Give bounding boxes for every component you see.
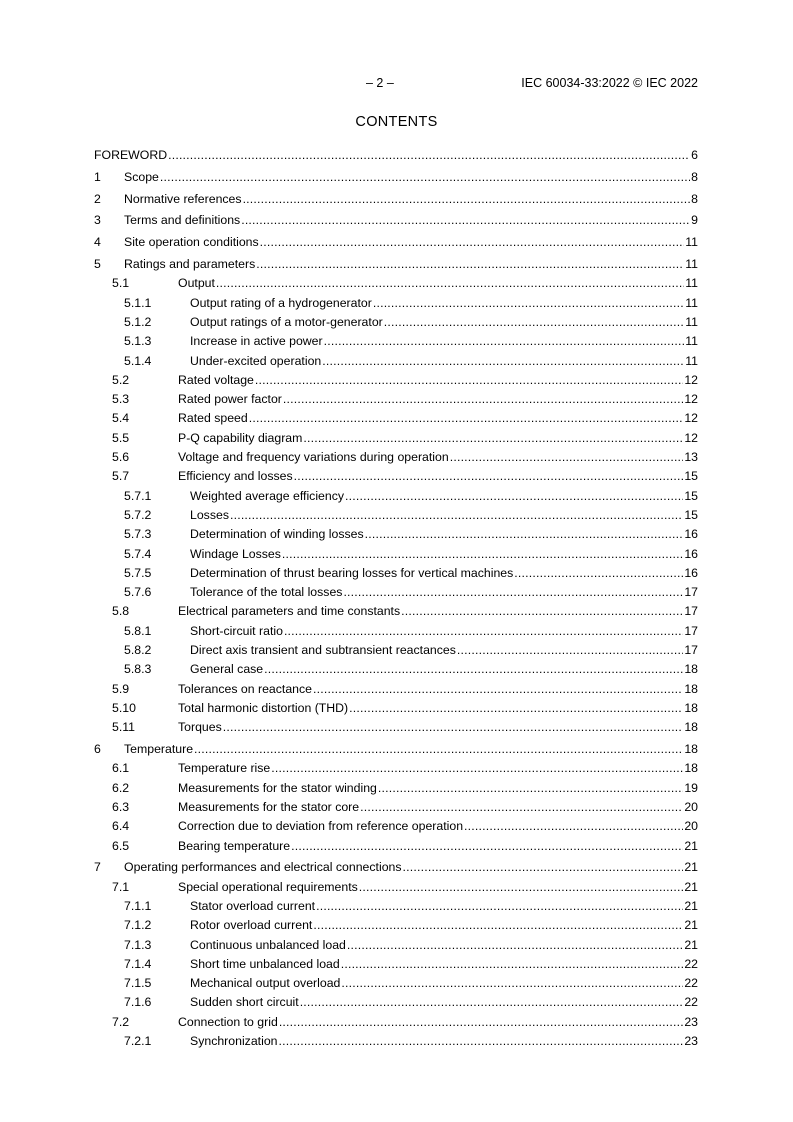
toc-entry-page-number: 11 <box>685 295 698 310</box>
toc-entry[interactable] <box>94 485 698 503</box>
toc-entry-number: 5.1.4 <box>124 353 152 368</box>
dot-leader <box>294 469 684 483</box>
toc-entry-page-number: 16 <box>684 527 698 542</box>
toc-entry-title: Losses <box>190 507 229 522</box>
toc-entry-title: Measurements for the stator winding <box>178 780 377 795</box>
toc-entry-number: 5.1.3 <box>124 334 152 349</box>
toc-entry-number: 7 <box>94 860 101 875</box>
toc-entry-title: Increase in active power <box>190 334 323 349</box>
toc-entry-page-number: 21 <box>684 838 698 853</box>
dot-leader <box>341 957 684 971</box>
toc-entry-page-number: 15 <box>684 507 698 522</box>
toc-entry[interactable] <box>94 895 698 913</box>
toc-entry-number: 5.8.1 <box>124 623 152 638</box>
toc-entry-number: 6.3 <box>112 799 130 814</box>
dot-leader <box>450 450 684 464</box>
toc-entry-page-number: 11 <box>685 276 698 291</box>
toc-entry-page-number: 8 <box>691 191 698 206</box>
toc-entry-title: Correction due to deviation from reference operation <box>178 819 464 834</box>
toc-entry-number: 7.1.4 <box>124 956 152 971</box>
dot-leader <box>384 315 684 329</box>
toc-entry[interactable] <box>94 991 698 1009</box>
toc-entry-number: 5.11 <box>112 720 136 735</box>
toc-entry-title: Synchronization <box>190 1034 278 1048</box>
toc-entry-number: 6.1 <box>112 761 130 776</box>
toc-entry-title: Determination of winding losses <box>190 527 364 542</box>
toc-entry-title: Short time unbalanced load <box>190 956 340 971</box>
toc-entry-page-number: 12 <box>684 372 698 387</box>
toc-entry[interactable] <box>94 446 698 464</box>
dot-leader <box>216 276 684 290</box>
dot-leader <box>349 701 683 715</box>
toc-entry[interactable] <box>94 757 698 775</box>
toc-entry-number: 5.7.3 <box>124 527 152 542</box>
toc-entry-number: 3 <box>94 213 101 228</box>
toc-entry-page-number: 17 <box>684 643 698 657</box>
toc-entry-page-number: 12 <box>684 411 698 426</box>
toc-entry[interactable] <box>94 1011 698 1029</box>
dot-leader <box>313 918 683 932</box>
toc-entry-page-number: 9 <box>691 213 698 228</box>
toc-entry-number: 5.7.2 <box>124 507 152 522</box>
toc-entry-title: FOREWORD <box>94 148 168 162</box>
toc-entry-page-number: 6 <box>691 148 698 162</box>
toc-entry[interactable] <box>94 388 698 406</box>
toc-entry-page-number: 11 <box>685 334 698 349</box>
toc-entry-number: 7.1.3 <box>124 937 152 952</box>
dot-leader <box>300 995 684 1009</box>
toc-entry-number: 5.2 <box>112 372 130 387</box>
toc-entry-number: 5.7.1 <box>124 488 152 503</box>
toc-entry[interactable] <box>94 815 698 833</box>
toc-entry-page-number: 21 <box>684 898 698 913</box>
toc-entry-page-number: 18 <box>684 662 698 677</box>
toc-entry-page-number: 23 <box>684 1034 698 1048</box>
toc-entry-page-number: 12 <box>684 430 698 445</box>
dot-leader <box>347 938 683 952</box>
toc-entry-number: 5.8.2 <box>124 643 152 657</box>
toc-entry-page-number: 23 <box>684 1014 698 1029</box>
dot-leader <box>464 819 683 833</box>
toc-entry-page-number: 18 <box>684 742 698 756</box>
toc-entry[interactable] <box>94 658 698 676</box>
toc-entry-title: Windage Losses <box>190 546 281 561</box>
toc-entry-number: 7.1.2 <box>124 918 152 933</box>
toc-entry-title: Operating performances and electrical connections <box>124 860 402 875</box>
dot-leader <box>378 781 683 795</box>
toc-entry-title: Continuous unbalanced load <box>190 937 346 952</box>
toc-entry-title: Temperature <box>124 742 194 756</box>
toc-entry-page-number: 21 <box>684 860 698 875</box>
toc-entry-title: Torques <box>178 720 222 735</box>
toc-entry[interactable] <box>94 209 698 227</box>
toc-entry[interactable] <box>94 407 698 425</box>
toc-entry[interactable] <box>94 953 698 971</box>
toc-entry-title: Rated speed <box>178 411 248 426</box>
toc-entry-title: Under-excited operation <box>190 353 322 368</box>
toc-entry-title: Mechanical output overload <box>190 976 341 991</box>
toc-entry-title: Weighted average efficiency <box>190 488 345 503</box>
toc-entry[interactable] <box>94 311 698 329</box>
toc-entry[interactable] <box>94 144 698 162</box>
toc-entry-page-number: 17 <box>684 585 698 600</box>
toc-entry-title: Rated voltage <box>178 372 254 387</box>
toc-entry[interactable] <box>94 562 698 580</box>
toc-entry-page-number: 11 <box>685 235 698 250</box>
dot-leader <box>282 547 683 561</box>
page-number: – 2 – <box>366 76 394 90</box>
toc-entry[interactable] <box>94 600 698 618</box>
toc-entry-title: Tolerances on reactance <box>178 681 312 696</box>
toc-entry[interactable] <box>94 543 698 561</box>
toc-entry-page-number: 18 <box>684 761 698 776</box>
toc-entry[interactable] <box>94 856 698 874</box>
toc-entry-page-number: 18 <box>684 681 698 696</box>
dot-leader <box>360 800 683 814</box>
toc-entry[interactable] <box>94 835 698 853</box>
toc-entry[interactable] <box>94 272 698 290</box>
toc-entry-page-number: 12 <box>684 392 698 407</box>
toc-entry-number: 5.10 <box>112 700 136 715</box>
dot-leader <box>279 1015 684 1029</box>
dot-leader <box>324 334 685 348</box>
toc-entry-number: 6.2 <box>112 780 130 795</box>
toc-entry-number: 5.7.6 <box>124 585 152 600</box>
dot-leader <box>303 431 683 445</box>
dot-leader <box>401 604 683 618</box>
toc-entry-page-number: 22 <box>684 976 698 991</box>
dot-leader <box>271 761 683 775</box>
toc-entry-title: Determination of thrust bearing losses for vertical machines <box>190 565 514 580</box>
toc-entry-title: Bearing temperature <box>178 838 291 853</box>
toc-entry[interactable] <box>94 972 698 990</box>
toc-entry[interactable] <box>94 678 698 696</box>
toc-entry-title: Connection to grid <box>178 1014 278 1029</box>
toc-entry-number: 5.1.2 <box>124 314 152 329</box>
toc-entry-title: Measurements for the stator core <box>178 799 360 814</box>
dot-leader <box>283 392 683 406</box>
toc-entry-number: 5.9 <box>112 681 130 696</box>
toc-entry[interactable] <box>94 697 698 715</box>
toc-entry-page-number: 20 <box>684 799 698 814</box>
toc-entry-title: P-Q capability diagram <box>178 430 303 445</box>
toc-entry[interactable] <box>94 639 698 657</box>
dot-leader <box>260 235 685 249</box>
toc-entry[interactable] <box>94 188 698 206</box>
toc-entry-title: Output ratings of a motor-generator <box>190 314 383 329</box>
toc-entry-number: 5.1 <box>112 276 130 291</box>
dot-leader <box>168 148 690 162</box>
dot-leader <box>322 354 684 368</box>
toc-entry-number: 5.4 <box>112 411 130 426</box>
toc-entry-title: Voltage and frequency variations during operation <box>178 450 449 464</box>
toc-entry-number: 1 <box>94 169 101 184</box>
toc-entry-page-number: 21 <box>684 918 698 933</box>
toc-entry-title: Output rating of a hydrogenerator <box>190 295 372 310</box>
toc-entry-page-number: 11 <box>685 314 698 329</box>
toc-entry-number: 2 <box>94 191 101 206</box>
toc-entry[interactable] <box>94 465 698 483</box>
toc-entry-page-number: 15 <box>684 488 698 503</box>
toc-entry-page-number: 8 <box>691 169 698 184</box>
toc-entry[interactable] <box>94 796 698 814</box>
toc-entry-number: 5.5 <box>112 430 130 445</box>
dot-leader <box>194 742 683 756</box>
toc-entry-title: Electrical parameters and time constants <box>178 604 401 619</box>
toc-entry-title: Normative references <box>124 191 242 206</box>
dot-leader <box>365 527 684 541</box>
toc-entry-number: 5.7 <box>112 469 130 484</box>
document-reference: IEC 60034-33:2022 © IEC 2022 <box>521 76 698 90</box>
dot-leader <box>514 566 683 580</box>
toc-entry-number: 7.1.5 <box>124 976 152 991</box>
toc-entry-title: Total harmonic distortion (THD) <box>178 700 349 715</box>
toc-entry[interactable] <box>94 369 698 387</box>
page-title: CONTENTS <box>355 114 438 130</box>
toc-entry-number: 4 <box>94 235 101 250</box>
toc-entry-number: 5.6 <box>112 450 130 464</box>
dot-leader <box>264 662 683 676</box>
toc-entry-number: 5.1.1 <box>124 295 152 310</box>
toc-entry-number: 5.7.4 <box>124 546 152 561</box>
toc-entry-title: Output <box>178 276 215 291</box>
toc-entry[interactable] <box>94 166 698 184</box>
toc-entry[interactable] <box>94 620 698 638</box>
dot-leader <box>249 411 684 425</box>
toc-entry[interactable] <box>94 1030 698 1048</box>
toc-entry-title: Tolerance of the total losses <box>190 585 343 600</box>
toc-entry-page-number: 15 <box>684 469 698 484</box>
dot-leader <box>403 860 684 874</box>
toc-entry[interactable] <box>94 738 698 756</box>
toc-entry[interactable] <box>94 427 698 445</box>
toc-entry-title: Sudden short circuit <box>190 995 299 1010</box>
toc-entry[interactable] <box>94 581 698 599</box>
dot-leader <box>345 489 683 503</box>
toc-entry-number: 6.4 <box>112 819 130 834</box>
toc-entry[interactable] <box>94 876 698 894</box>
toc-entry-page-number: 20 <box>684 819 698 834</box>
toc-entry-page-number: 18 <box>684 720 698 735</box>
toc-entry[interactable] <box>94 504 698 522</box>
toc-entry-page-number: 13 <box>684 450 698 464</box>
dot-leader <box>243 192 691 206</box>
dot-leader <box>255 373 683 387</box>
toc-entry-page-number: 22 <box>684 995 698 1010</box>
toc-entry-number: 5 <box>94 257 101 271</box>
toc-entry-title: Rotor overload current <box>190 918 313 933</box>
toc-entry-title: General case <box>190 662 264 677</box>
toc-entry-number: 7.1.6 <box>124 995 152 1010</box>
toc-entry-number: 6.5 <box>112 838 130 853</box>
toc-entry-title: Rated power factor <box>178 392 282 407</box>
toc-entry[interactable] <box>94 350 698 368</box>
toc-entry-title: Direct axis transient and subtransient reactances <box>190 643 456 657</box>
dot-leader <box>291 839 683 853</box>
toc-entry[interactable] <box>94 330 698 348</box>
toc-entry-number: 5.3 <box>112 392 130 407</box>
toc-entry-title: Short-circuit ratio <box>190 623 283 638</box>
toc-entry-number: 7.1 <box>112 879 130 894</box>
toc-entry-title: Temperature rise <box>178 761 271 776</box>
toc-entry-page-number: 17 <box>684 623 698 638</box>
dot-leader <box>160 170 690 184</box>
dot-leader <box>457 643 683 657</box>
toc-entry-page-number: 11 <box>685 353 698 368</box>
dot-leader <box>223 720 684 734</box>
dot-leader <box>279 1034 684 1048</box>
dot-leader <box>313 682 683 696</box>
toc-entry-page-number: 18 <box>684 700 698 715</box>
toc-entry-title: Terms and definitions <box>124 213 241 228</box>
page-header <box>94 76 698 92</box>
toc-entry-title: Efficiency and losses <box>178 469 293 484</box>
toc-entry-title: Scope <box>124 169 159 184</box>
dot-leader <box>241 213 690 227</box>
toc-entry-number: 7.1.1 <box>124 898 152 913</box>
dot-leader <box>316 899 683 913</box>
toc-entry-page-number: 19 <box>684 780 698 795</box>
toc-entry-page-number: 21 <box>684 879 698 894</box>
toc-entry-number: 6 <box>94 742 101 756</box>
toc-entry-number: 7.2 <box>112 1014 130 1029</box>
toc-entry-number: 5.8 <box>112 604 130 619</box>
toc-entry-title: Stator overload current <box>190 898 316 913</box>
dot-leader <box>359 880 684 894</box>
toc-entry[interactable] <box>94 934 698 952</box>
toc-entry-number: 5.7.5 <box>124 565 152 580</box>
toc-entry-page-number: 21 <box>684 937 698 952</box>
toc-entry-page-number: 16 <box>684 546 698 561</box>
toc-entry-page-number: 22 <box>684 956 698 971</box>
toc-entry-number: 5.8.3 <box>124 662 152 677</box>
toc-entry[interactable] <box>94 716 698 734</box>
toc-entry[interactable] <box>94 777 698 795</box>
toc-entry-title: Special operational requirements <box>178 879 358 894</box>
toc-entry[interactable] <box>94 231 698 249</box>
dot-leader <box>343 585 683 599</box>
toc-entry[interactable] <box>94 292 698 310</box>
dot-leader <box>230 508 683 522</box>
toc-entry-page-number: 17 <box>684 604 698 619</box>
toc-entry[interactable] <box>94 253 698 271</box>
dot-leader <box>284 624 683 638</box>
toc-entry-title: Ratings and parameters <box>124 257 256 271</box>
dot-leader <box>256 257 684 271</box>
toc-entry-number: 7.2.1 <box>124 1034 152 1048</box>
toc-entry[interactable] <box>94 914 698 932</box>
toc-entry-title: Site operation conditions <box>124 235 259 250</box>
toc-entry[interactable] <box>94 523 698 541</box>
dot-leader <box>341 976 683 990</box>
dot-leader <box>373 296 684 310</box>
toc-entry-page-number: 11 <box>685 257 698 271</box>
toc-entry-page-number: 16 <box>684 565 698 580</box>
